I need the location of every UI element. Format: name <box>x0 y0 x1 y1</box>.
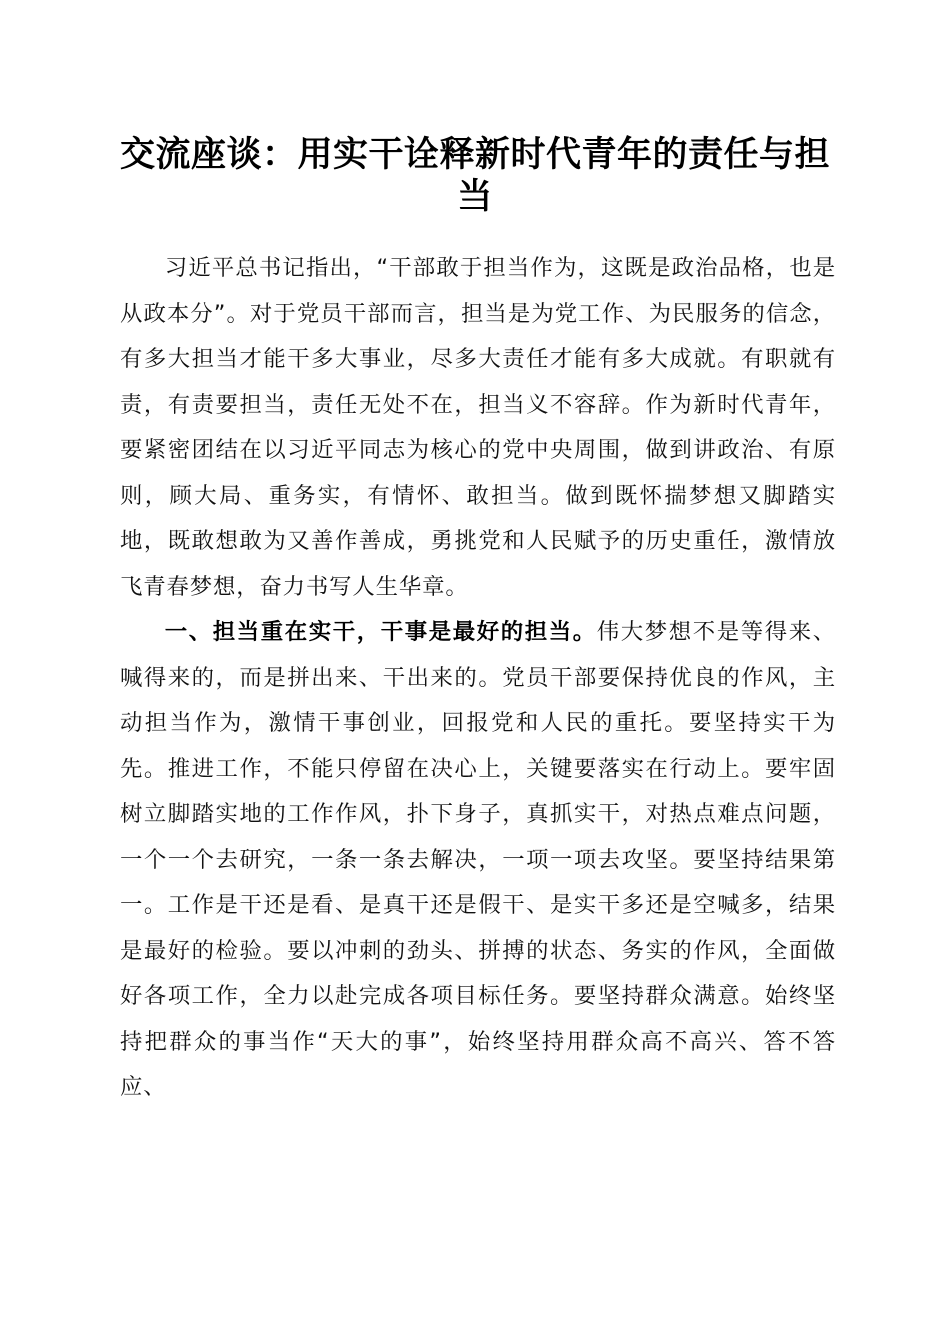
section-one-heading: 一、担当重在实干，干事是最好的担当。 <box>164 619 597 645</box>
section-one-paragraph <box>120 610 836 1111</box>
document-title: 交流座谈：用实干诠释新时代青年的责任与担当 <box>119 134 830 217</box>
section-one-text: 伟大梦想不是等得来、喊得来的，而是拼出来、干出来的。党员干部要保持优良的作风，主动担当作为，激情干事创业，回报党和人民的重托。要坚持实干为先。推进工作，不能只停留在决心上，关键要落实在行动上。要牢固树立脚踏实地的工作作风，扑下身子，真抓实干，对热点难点问题，一个一个去研究，一条一条去解决，一项一项去攻坚。要坚持结果第一。工作是干还是看、是真干还是假干、是实干多还是空喊多，结果是最好的检验。要以冲刺的劲头、拼搏的状态、务实的作风，全面做好各项工作，全力以赴完成各项目标任务。要坚持群众满意。始终坚持把群众的事当作“天大的事”，始终坚持用群众高不高兴、答不答应、 <box>120 619 836 1100</box>
document-body <box>120 246 836 1111</box>
intro-paragraph: 习近平总书记指出，“干部敢于担当作为，这既是政治品格，也是从政本分”。对于党员干部而言，担当是为党工作、为民服务的信念，有多大担当才能干多大事业，尽多大责任才能有多大成就。有职就有责，有责要担当，责任无处不在，担当义不容辞。作为新时代青年，要紧密团结在以习近平同志为核心的党中央周围，做到讲政治、有原则，顾大局、重务实，有情怀、敢担当。做到既怀揣梦想又脚踏实地，既敢想敢为又善作善成，勇挑党和人民赋予的历史重任，激情放飞青春梦想，奋力书写人生华章。 <box>120 255 836 600</box>
